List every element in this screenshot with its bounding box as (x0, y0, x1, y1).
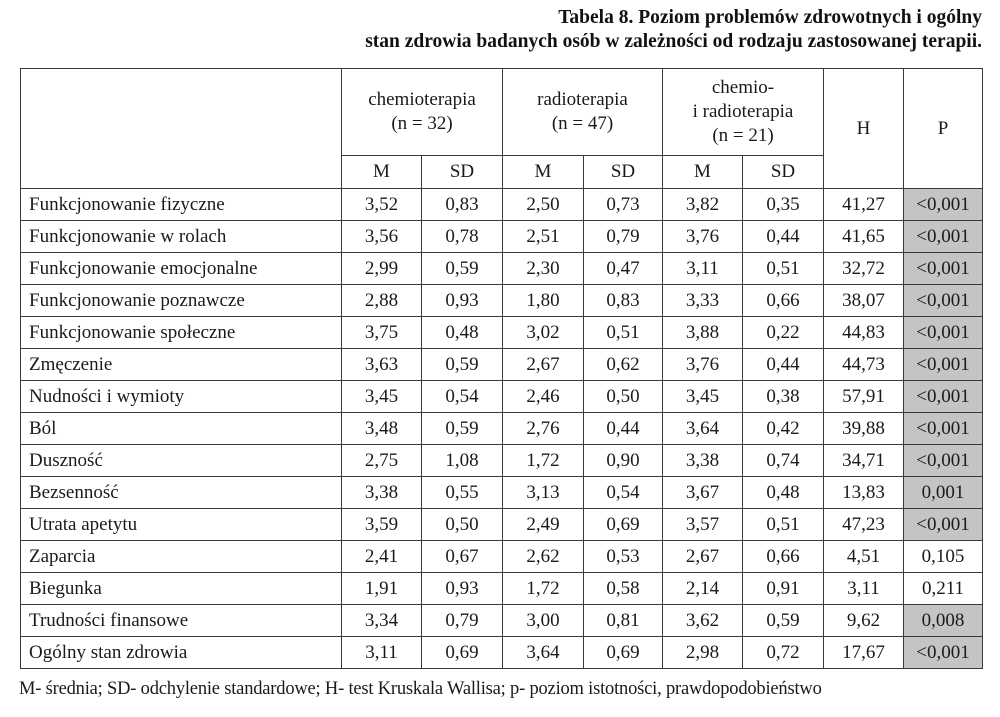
radio-mean-cell: 1,80 (503, 285, 584, 317)
h-statistic-cell: 39,88 (824, 413, 904, 445)
table-row (21, 285, 983, 317)
h-statistic-cell: 32,72 (824, 253, 904, 285)
chemio-mean-cell: 3,38 (342, 477, 422, 509)
chemio-sd-cell: 0,59 (422, 413, 503, 445)
radio-mean-cell: 3,13 (503, 477, 584, 509)
table-caption (365, 6, 982, 54)
table-row (21, 637, 983, 669)
h-statistic-cell: 44,73 (824, 349, 904, 381)
chemio-radio-sd-cell: 0,42 (743, 413, 824, 445)
chemio-radio-mean-cell: 3,62 (663, 605, 743, 637)
group-name-line-1: chemio- (711, 77, 775, 98)
row-label-cell: Biegunka (21, 573, 342, 605)
chemio-radio-sd-cell: 0,51 (743, 253, 824, 285)
h-statistic-cell: 57,91 (824, 381, 904, 413)
radio-mean-cell: 1,72 (503, 573, 584, 605)
row-label-cell: Duszność (21, 445, 342, 477)
chemio-radio-mean-cell: 2,67 (663, 541, 743, 573)
p-value-cell: 0,001 (904, 477, 983, 509)
radio-mean-cell: 1,72 (503, 445, 584, 477)
p-value-cell: <0,001 (904, 221, 983, 253)
chemio-radio-sd-cell: 0,44 (743, 221, 824, 253)
radio-mean-cell: 2,30 (503, 253, 584, 285)
radio-sd-cell: 0,47 (584, 253, 663, 285)
chemio-radio-sd-cell: 0,91 (743, 573, 824, 605)
chemio-radio-sd-cell: 0,35 (743, 189, 824, 221)
chemio-mean-cell: 3,75 (342, 317, 422, 349)
p-value-cell: 0,008 (904, 605, 983, 637)
radio-sd-cell: 0,83 (584, 285, 663, 317)
chemio-sd-cell: 0,48 (422, 317, 503, 349)
table-row (21, 221, 983, 253)
radio-sd-cell: 0,44 (584, 413, 663, 445)
chemio-mean-cell: 2,75 (342, 445, 422, 477)
radio-sd-cell: 0,51 (584, 317, 663, 349)
chemio-sd-cell: 0,93 (422, 573, 503, 605)
chemio-radio-mean-cell: 3,76 (663, 349, 743, 381)
radio-sd-cell: 0,53 (584, 541, 663, 573)
chemio-sd-cell: 0,67 (422, 541, 503, 573)
table-row (21, 189, 983, 221)
chemio-radio-sd-cell: 0,44 (743, 349, 824, 381)
table-row (21, 541, 983, 573)
radio-mean-cell: 2,67 (503, 349, 584, 381)
h-statistic-cell: 47,23 (824, 509, 904, 541)
table-row (21, 573, 983, 605)
subheader-sd: SD (422, 156, 503, 189)
group-header-radioterapia (503, 69, 663, 156)
row-label-cell: Utrata apetytu (21, 509, 342, 541)
table-row (21, 477, 983, 509)
caption-line-2: stan zdrowia badanych osób w zależności od rodzaju zastosowanej terapii. (365, 31, 982, 52)
chemio-sd-cell: 0,54 (422, 381, 503, 413)
chemio-sd-cell: 1,08 (422, 445, 503, 477)
radio-sd-cell: 0,50 (584, 381, 663, 413)
radio-mean-cell: 2,76 (503, 413, 584, 445)
radio-sd-cell: 0,90 (584, 445, 663, 477)
p-value-cell: <0,001 (904, 349, 983, 381)
subheader-m: M (342, 156, 422, 189)
row-label-cell: Funkcjonowanie fizyczne (21, 189, 342, 221)
chemio-radio-mean-cell: 3,11 (663, 253, 743, 285)
row-label-cell: Nudności i wymioty (21, 381, 342, 413)
chemio-radio-mean-cell: 3,57 (663, 509, 743, 541)
group-header-row (21, 69, 983, 156)
radio-mean-cell: 2,51 (503, 221, 584, 253)
chemio-radio-mean-cell: 3,82 (663, 189, 743, 221)
chemio-mean-cell: 2,99 (342, 253, 422, 285)
radio-sd-cell: 0,73 (584, 189, 663, 221)
subheader-m: M (503, 156, 584, 189)
h-statistic-cell: 4,51 (824, 541, 904, 573)
chemio-mean-cell: 3,45 (342, 381, 422, 413)
h-statistic-cell: 41,65 (824, 221, 904, 253)
p-value-cell: 0,105 (904, 541, 983, 573)
radio-mean-cell: 2,46 (503, 381, 584, 413)
chemio-radio-mean-cell: 3,88 (663, 317, 743, 349)
h-statistic-cell: 38,07 (824, 285, 904, 317)
table-row (21, 509, 983, 541)
row-label-cell: Zmęczenie (21, 349, 342, 381)
chemio-radio-mean-cell: 3,64 (663, 413, 743, 445)
p-value-cell: <0,001 (904, 189, 983, 221)
table-row (21, 317, 983, 349)
subheader-sd: SD (743, 156, 824, 189)
chemio-sd-cell: 0,78 (422, 221, 503, 253)
p-value-cell: 0,211 (904, 573, 983, 605)
chemio-sd-cell: 0,50 (422, 509, 503, 541)
h-statistic-cell: 17,67 (824, 637, 904, 669)
chemio-sd-cell: 0,83 (422, 189, 503, 221)
p-value-cell: <0,001 (904, 637, 983, 669)
chemio-radio-mean-cell: 3,76 (663, 221, 743, 253)
row-label-cell: Zaparcia (21, 541, 342, 573)
h-statistic-cell: 41,27 (824, 189, 904, 221)
radio-mean-cell: 2,49 (503, 509, 584, 541)
caption-line-1: Tabela 8. Poziom problemów zdrowotnych i ogólny (558, 7, 982, 28)
table-footnote: M- średnia; SD- odchylenie standardowe; H- test Kruskala Wallisa; p- poziom istotności, prawdopodobieństwo (19, 679, 822, 699)
row-label-cell: Ogólny stan zdrowia (21, 637, 342, 669)
chemio-mean-cell: 3,34 (342, 605, 422, 637)
chemio-radio-sd-cell: 0,72 (743, 637, 824, 669)
radio-sd-cell: 0,54 (584, 477, 663, 509)
radio-mean-cell: 2,62 (503, 541, 584, 573)
chemio-sd-cell: 0,59 (422, 253, 503, 285)
chemio-radio-mean-cell: 2,98 (663, 637, 743, 669)
h-statistic-cell: 44,83 (824, 317, 904, 349)
h-statistic-cell: 3,11 (824, 573, 904, 605)
group-name: chemioterapia (368, 89, 476, 110)
chemio-radio-mean-cell: 3,33 (663, 285, 743, 317)
subheader-sd: SD (584, 156, 663, 189)
chemio-mean-cell: 3,63 (342, 349, 422, 381)
group-n: (n = 21) (712, 125, 774, 146)
header-h: H (824, 69, 904, 189)
p-value-cell: <0,001 (904, 413, 983, 445)
row-label-cell: Funkcjonowanie społeczne (21, 317, 342, 349)
p-value-cell: <0,001 (904, 381, 983, 413)
row-label-cell: Bezsenność (21, 477, 342, 509)
radio-mean-cell: 3,00 (503, 605, 584, 637)
chemio-sd-cell: 0,59 (422, 349, 503, 381)
radio-mean-cell: 3,64 (503, 637, 584, 669)
group-n: (n = 32) (391, 113, 453, 134)
chemio-sd-cell: 0,55 (422, 477, 503, 509)
row-label-cell: Funkcjonowanie w rolach (21, 221, 342, 253)
chemio-mean-cell: 3,52 (342, 189, 422, 221)
p-value-cell: <0,001 (904, 445, 983, 477)
chemio-radio-sd-cell: 0,22 (743, 317, 824, 349)
radio-sd-cell: 0,58 (584, 573, 663, 605)
table-row (21, 381, 983, 413)
chemio-mean-cell: 2,41 (342, 541, 422, 573)
radio-sd-cell: 0,79 (584, 221, 663, 253)
chemio-radio-sd-cell: 0,51 (743, 509, 824, 541)
subheader-m: M (663, 156, 743, 189)
chemio-radio-sd-cell: 0,48 (743, 477, 824, 509)
p-value-cell: <0,001 (904, 317, 983, 349)
table-row (21, 253, 983, 285)
radio-sd-cell: 0,62 (584, 349, 663, 381)
chemio-radio-mean-cell: 2,14 (663, 573, 743, 605)
chemio-radio-sd-cell: 0,59 (743, 605, 824, 637)
group-header-chemio-radioterapia (663, 69, 824, 156)
corner-cell (21, 69, 342, 189)
chemio-mean-cell: 1,91 (342, 573, 422, 605)
row-label-cell: Funkcjonowanie poznawcze (21, 285, 342, 317)
group-header-chemioterapia (342, 69, 503, 156)
group-n: (n = 47) (551, 113, 614, 134)
chemio-mean-cell: 3,56 (342, 221, 422, 253)
table-row (21, 605, 983, 637)
table-row (21, 445, 983, 477)
h-statistic-cell: 9,62 (824, 605, 904, 637)
chemio-sd-cell: 0,69 (422, 637, 503, 669)
chemio-radio-sd-cell: 0,66 (743, 285, 824, 317)
row-label-cell: Trudności finansowe (21, 605, 342, 637)
p-value-cell: <0,001 (904, 285, 983, 317)
p-value-cell: <0,001 (904, 253, 983, 285)
chemio-radio-sd-cell: 0,66 (743, 541, 824, 573)
group-name: radioterapia (537, 89, 628, 110)
radio-sd-cell: 0,69 (584, 637, 663, 669)
h-statistic-cell: 34,71 (824, 445, 904, 477)
chemio-radio-mean-cell: 3,38 (663, 445, 743, 477)
results-table (20, 68, 983, 669)
header-p: P (904, 69, 983, 189)
radio-sd-cell: 0,69 (584, 509, 663, 541)
radio-mean-cell: 3,02 (503, 317, 584, 349)
row-label-cell: Funkcjonowanie emocjonalne (21, 253, 342, 285)
table-row (21, 349, 983, 381)
group-name-line-2: i radioterapia (692, 101, 794, 122)
radio-sd-cell: 0,81 (584, 605, 663, 637)
p-value-cell: <0,001 (904, 509, 983, 541)
chemio-radio-mean-cell: 3,45 (663, 381, 743, 413)
h-statistic-cell: 13,83 (824, 477, 904, 509)
chemio-radio-sd-cell: 0,38 (743, 381, 824, 413)
chemio-mean-cell: 3,11 (342, 637, 422, 669)
chemio-mean-cell: 2,88 (342, 285, 422, 317)
table-row (21, 413, 983, 445)
chemio-sd-cell: 0,93 (422, 285, 503, 317)
chemio-radio-mean-cell: 3,67 (663, 477, 743, 509)
chemio-mean-cell: 3,48 (342, 413, 422, 445)
row-label-cell: Ból (21, 413, 342, 445)
chemio-radio-sd-cell: 0,74 (743, 445, 824, 477)
radio-mean-cell: 2,50 (503, 189, 584, 221)
chemio-mean-cell: 3,59 (342, 509, 422, 541)
chemio-sd-cell: 0,79 (422, 605, 503, 637)
